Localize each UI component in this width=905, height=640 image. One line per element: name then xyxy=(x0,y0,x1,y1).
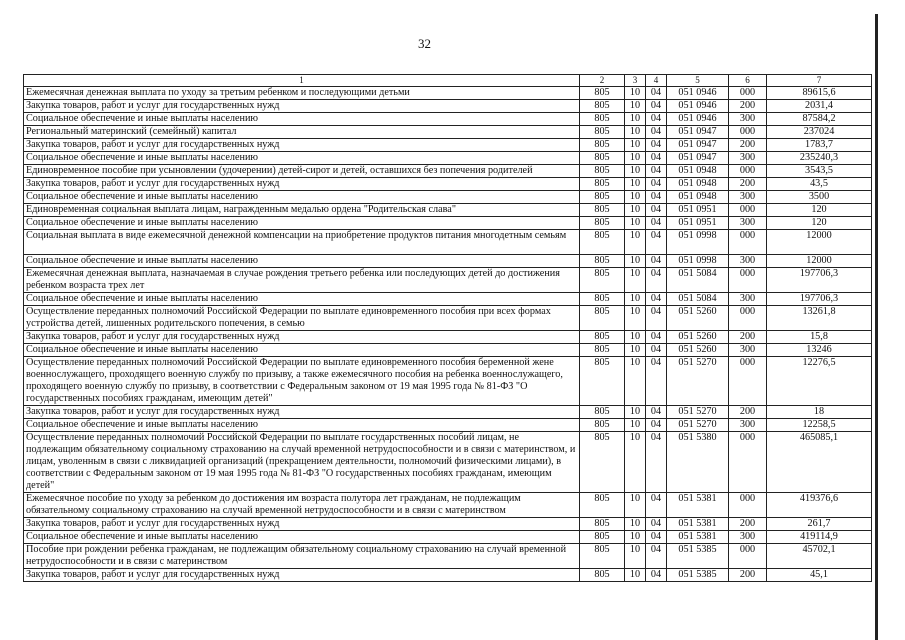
table-row xyxy=(24,139,872,152)
subsection-cell: 04 xyxy=(646,126,667,139)
section-cell: 10 xyxy=(625,255,646,268)
code-admin-cell: 805 xyxy=(580,406,625,419)
budget-table xyxy=(23,74,872,582)
target-article-cell: 051 5270 xyxy=(667,357,729,406)
row-name-cell: Закупка товаров, работ и услуг для государственных нужд xyxy=(24,139,580,152)
row-name-cell: Осуществление переданных полномочий Российской Федерации по выплате единовременного пособия беременной жене военнослужащего, проходящего военную службу по призыву, а также ежемесячного пособия на ребенка военнослужащего, проходящего военную службу по призыву, в соответствии с Федеральным законом от 19 мая 1995 года № 81-ФЗ "О государственных пособиях гражданам, имеющим детей" xyxy=(24,357,580,406)
amount-cell: 45,1 xyxy=(767,569,872,582)
table-row xyxy=(24,165,872,178)
code-admin-cell: 805 xyxy=(580,569,625,582)
target-article-cell: 051 5381 xyxy=(667,518,729,531)
section-cell: 10 xyxy=(625,357,646,406)
target-article-cell: 051 0946 xyxy=(667,100,729,113)
table-row xyxy=(24,152,872,165)
amount-cell: 12258,5 xyxy=(767,419,872,432)
row-name-cell: Социальное обеспечение и иные выплаты населению xyxy=(24,152,580,165)
row-name-cell: Закупка товаров, работ и услуг для государственных нужд xyxy=(24,100,580,113)
subsection-cell: 04 xyxy=(646,152,667,165)
subsection-cell: 04 xyxy=(646,230,667,255)
expense-type-cell: 000 xyxy=(729,306,767,331)
code-admin-cell: 805 xyxy=(580,178,625,191)
row-name-cell: Социальное обеспечение и иные выплаты населению xyxy=(24,531,580,544)
amount-cell: 120 xyxy=(767,217,872,230)
col-header-3: 3 xyxy=(625,75,646,87)
subsection-cell: 04 xyxy=(646,306,667,331)
table-row xyxy=(24,544,872,569)
row-name-cell: Единовременная социальная выплата лицам, награжденным медалью ордена "Родительская слава" xyxy=(24,204,580,217)
subsection-cell: 04 xyxy=(646,204,667,217)
col-header-4: 4 xyxy=(646,75,667,87)
code-admin-cell: 805 xyxy=(580,230,625,255)
subsection-cell: 04 xyxy=(646,268,667,293)
table-row xyxy=(24,419,872,432)
subsection-cell: 04 xyxy=(646,100,667,113)
expense-type-cell: 000 xyxy=(729,544,767,569)
table-row xyxy=(24,191,872,204)
section-cell: 10 xyxy=(625,165,646,178)
amount-cell: 3543,5 xyxy=(767,165,872,178)
amount-cell: 12276,5 xyxy=(767,357,872,406)
subsection-cell: 04 xyxy=(646,432,667,493)
subsection-cell: 04 xyxy=(646,493,667,518)
amount-cell: 120 xyxy=(767,204,872,217)
amount-cell: 419376,6 xyxy=(767,493,872,518)
expense-type-cell: 300 xyxy=(729,217,767,230)
target-article-cell: 051 0998 xyxy=(667,255,729,268)
table-body xyxy=(24,87,872,582)
amount-cell: 197706,3 xyxy=(767,293,872,306)
section-cell: 10 xyxy=(625,139,646,152)
expense-type-cell: 300 xyxy=(729,531,767,544)
table-row xyxy=(24,230,872,255)
subsection-cell: 04 xyxy=(646,87,667,100)
target-article-cell: 051 5385 xyxy=(667,544,729,569)
code-admin-cell: 805 xyxy=(580,255,625,268)
target-article-cell: 051 5385 xyxy=(667,569,729,582)
target-article-cell: 051 5270 xyxy=(667,406,729,419)
target-article-cell: 051 5381 xyxy=(667,531,729,544)
subsection-cell: 04 xyxy=(646,293,667,306)
table-row xyxy=(24,113,872,126)
expense-type-cell: 200 xyxy=(729,100,767,113)
target-article-cell: 051 5381 xyxy=(667,493,729,518)
table-row xyxy=(24,569,872,582)
section-cell: 10 xyxy=(625,531,646,544)
table-row xyxy=(24,406,872,419)
section-cell: 10 xyxy=(625,406,646,419)
col-header-5: 5 xyxy=(667,75,729,87)
row-name-cell: Закупка товаров, работ и услуг для государственных нужд xyxy=(24,331,580,344)
target-article-cell: 051 0951 xyxy=(667,204,729,217)
subsection-cell: 04 xyxy=(646,178,667,191)
section-cell: 10 xyxy=(625,432,646,493)
expense-type-cell: 000 xyxy=(729,432,767,493)
section-cell: 10 xyxy=(625,419,646,432)
page-number: 32 xyxy=(418,36,431,51)
table-row xyxy=(24,87,872,100)
row-name-cell: Социальное обеспечение и иные выплаты населению xyxy=(24,293,580,306)
row-name-cell: Социальное обеспечение и иные выплаты населению xyxy=(24,419,580,432)
row-name-cell: Закупка товаров, работ и услуг для государственных нужд xyxy=(24,178,580,191)
subsection-cell: 04 xyxy=(646,191,667,204)
margin-rule xyxy=(875,14,878,640)
table-row xyxy=(24,178,872,191)
subsection-cell: 04 xyxy=(646,255,667,268)
subsection-cell: 04 xyxy=(646,331,667,344)
expense-type-cell: 200 xyxy=(729,331,767,344)
section-cell: 10 xyxy=(625,152,646,165)
amount-cell: 1783,7 xyxy=(767,139,872,152)
row-name-cell: Социальное обеспечение и иные выплаты населению xyxy=(24,191,580,204)
table-row xyxy=(24,100,872,113)
code-admin-cell: 805 xyxy=(580,518,625,531)
code-admin-cell: 805 xyxy=(580,165,625,178)
amount-cell: 261,7 xyxy=(767,518,872,531)
amount-cell: 237024 xyxy=(767,126,872,139)
col-header-2: 2 xyxy=(580,75,625,87)
amount-cell: 12000 xyxy=(767,255,872,268)
amount-cell: 2031,4 xyxy=(767,100,872,113)
code-admin-cell: 805 xyxy=(580,217,625,230)
target-article-cell: 051 5084 xyxy=(667,293,729,306)
table-row xyxy=(24,217,872,230)
subsection-cell: 04 xyxy=(646,531,667,544)
row-name-cell: Осуществление переданных полномочий Российской Федерации по выплате единовременного пособия при всех формах устройства детей, лишенных родительского попечения, в семью xyxy=(24,306,580,331)
table-row xyxy=(24,518,872,531)
row-name-cell: Единовременное пособие при усыновлении (удочерении) детей-сирот и детей, оставшихся без попечения родителей xyxy=(24,165,580,178)
code-admin-cell: 805 xyxy=(580,419,625,432)
code-admin-cell: 805 xyxy=(580,357,625,406)
code-admin-cell: 805 xyxy=(580,204,625,217)
section-cell: 10 xyxy=(625,493,646,518)
subsection-cell: 04 xyxy=(646,165,667,178)
target-article-cell: 051 0948 xyxy=(667,178,729,191)
row-name-cell: Закупка товаров, работ и услуг для государственных нужд xyxy=(24,518,580,531)
amount-cell: 465085,1 xyxy=(767,432,872,493)
subsection-cell: 04 xyxy=(646,344,667,357)
subsection-cell: 04 xyxy=(646,569,667,582)
target-article-cell: 051 0948 xyxy=(667,191,729,204)
code-admin-cell: 805 xyxy=(580,306,625,331)
header-row xyxy=(24,75,872,87)
section-cell: 10 xyxy=(625,126,646,139)
table-row xyxy=(24,204,872,217)
subsection-cell: 04 xyxy=(646,357,667,406)
code-admin-cell: 805 xyxy=(580,152,625,165)
code-admin-cell: 805 xyxy=(580,331,625,344)
code-admin-cell: 805 xyxy=(580,113,625,126)
code-admin-cell: 805 xyxy=(580,432,625,493)
row-name-cell: Социальное обеспечение и иные выплаты населению xyxy=(24,255,580,268)
amount-cell: 45702,1 xyxy=(767,544,872,569)
expense-type-cell: 300 xyxy=(729,113,767,126)
section-cell: 10 xyxy=(625,217,646,230)
row-name-cell: Закупка товаров, работ и услуг для государственных нужд xyxy=(24,569,580,582)
target-article-cell: 051 5260 xyxy=(667,344,729,357)
row-name-cell: Ежемесячная денежная выплата по уходу за третьим ребенком и последующими детьми xyxy=(24,87,580,100)
expense-type-cell: 200 xyxy=(729,139,767,152)
code-admin-cell: 805 xyxy=(580,126,625,139)
target-article-cell: 051 0947 xyxy=(667,126,729,139)
table-row xyxy=(24,344,872,357)
code-admin-cell: 805 xyxy=(580,293,625,306)
row-name-cell: Социальная выплата в виде ежемесячной денежной компенсации на приобретение продуктов питания многодетным семьям xyxy=(24,230,580,255)
row-name-cell: Социальное обеспечение и иные выплаты населению xyxy=(24,217,580,230)
row-name-cell: Ежемесячное пособие по уходу за ребенком до достижения им возраста полутора лет гражданам, не подлежащим обязательному социальному страхованию на случай временной нетрудоспособности и в связи с материнством xyxy=(24,493,580,518)
amount-cell: 43,5 xyxy=(767,178,872,191)
target-article-cell: 051 0951 xyxy=(667,217,729,230)
expense-type-cell: 300 xyxy=(729,344,767,357)
amount-cell: 87584,2 xyxy=(767,113,872,126)
table-row xyxy=(24,306,872,331)
expense-type-cell: 200 xyxy=(729,518,767,531)
section-cell: 10 xyxy=(625,178,646,191)
table-row xyxy=(24,357,872,406)
section-cell: 10 xyxy=(625,544,646,569)
table-row xyxy=(24,268,872,293)
col-header-6: 6 xyxy=(729,75,767,87)
expense-type-cell: 000 xyxy=(729,204,767,217)
section-cell: 10 xyxy=(625,306,646,331)
table-row xyxy=(24,293,872,306)
row-name-cell: Ежемесячная денежная выплата, назначаемая в случае рождения третьего ребенка или последующих детей до достижения ребенком возраста трех лет xyxy=(24,268,580,293)
subsection-cell: 04 xyxy=(646,544,667,569)
amount-cell: 13261,8 xyxy=(767,306,872,331)
code-admin-cell: 805 xyxy=(580,544,625,569)
amount-cell: 13246 xyxy=(767,344,872,357)
col-header-1: 1 xyxy=(24,75,580,87)
subsection-cell: 04 xyxy=(646,139,667,152)
subsection-cell: 04 xyxy=(646,113,667,126)
amount-cell: 18 xyxy=(767,406,872,419)
target-article-cell: 051 5380 xyxy=(667,432,729,493)
subsection-cell: 04 xyxy=(646,518,667,531)
subsection-cell: 04 xyxy=(646,406,667,419)
amount-cell: 12000 xyxy=(767,230,872,255)
section-cell: 10 xyxy=(625,230,646,255)
row-name-cell: Пособие при рождении ребенка гражданам, не подлежащим обязательному социальному страхованию на случай временной нетрудоспособности и в связи с материнством xyxy=(24,544,580,569)
amount-cell: 235240,3 xyxy=(767,152,872,165)
table-row xyxy=(24,531,872,544)
subsection-cell: 04 xyxy=(646,217,667,230)
expense-type-cell: 000 xyxy=(729,493,767,518)
row-name-cell: Региональный материнский (семейный) капитал xyxy=(24,126,580,139)
row-name-cell: Закупка товаров, работ и услуг для государственных нужд xyxy=(24,406,580,419)
table-row xyxy=(24,493,872,518)
target-article-cell: 051 5084 xyxy=(667,268,729,293)
code-admin-cell: 805 xyxy=(580,531,625,544)
expense-type-cell: 000 xyxy=(729,126,767,139)
expense-type-cell: 200 xyxy=(729,178,767,191)
section-cell: 10 xyxy=(625,268,646,293)
row-name-cell: Социальное обеспечение и иные выплаты населению xyxy=(24,344,580,357)
expense-type-cell: 000 xyxy=(729,268,767,293)
table-row xyxy=(24,126,872,139)
section-cell: 10 xyxy=(625,191,646,204)
row-name-cell: Осуществление переданных полномочий Российской Федерации по выплате государственных пособий лицам, не подлежащим обязательному социальному страхованию на случай временной нетрудоспособности и в связи с материнством, и лицам, уволенным в связи с ликвидацией организаций (прекращением деятельности, полномочий физическими лицами), в соответствии с Федеральным законом от 19 мая 1995 года № 81-ФЗ "О государственных пособиях гражданам, имеющим детей" xyxy=(24,432,580,493)
section-cell: 10 xyxy=(625,87,646,100)
target-article-cell: 051 0948 xyxy=(667,165,729,178)
section-cell: 10 xyxy=(625,518,646,531)
expense-type-cell: 200 xyxy=(729,406,767,419)
table-row xyxy=(24,331,872,344)
expense-type-cell: 000 xyxy=(729,230,767,255)
expense-type-cell: 000 xyxy=(729,165,767,178)
code-admin-cell: 805 xyxy=(580,100,625,113)
expense-type-cell: 000 xyxy=(729,87,767,100)
expense-type-cell: 300 xyxy=(729,419,767,432)
expense-type-cell: 300 xyxy=(729,255,767,268)
section-cell: 10 xyxy=(625,344,646,357)
section-cell: 10 xyxy=(625,100,646,113)
expense-type-cell: 200 xyxy=(729,569,767,582)
code-admin-cell: 805 xyxy=(580,268,625,293)
expense-type-cell: 300 xyxy=(729,191,767,204)
target-article-cell: 051 0946 xyxy=(667,87,729,100)
target-article-cell: 051 0998 xyxy=(667,230,729,255)
code-admin-cell: 805 xyxy=(580,191,625,204)
expense-type-cell: 000 xyxy=(729,357,767,406)
amount-cell: 197706,3 xyxy=(767,268,872,293)
col-header-7: 7 xyxy=(767,75,872,87)
amount-cell: 15,8 xyxy=(767,331,872,344)
target-article-cell: 051 5260 xyxy=(667,306,729,331)
table-row xyxy=(24,255,872,268)
target-article-cell: 051 5270 xyxy=(667,419,729,432)
section-cell: 10 xyxy=(625,204,646,217)
code-admin-cell: 805 xyxy=(580,139,625,152)
target-article-cell: 051 5260 xyxy=(667,331,729,344)
row-name-cell: Социальное обеспечение и иные выплаты населению xyxy=(24,113,580,126)
target-article-cell: 051 0947 xyxy=(667,139,729,152)
amount-cell: 419114,9 xyxy=(767,531,872,544)
section-cell: 10 xyxy=(625,569,646,582)
target-article-cell: 051 0946 xyxy=(667,113,729,126)
table-row xyxy=(24,432,872,493)
section-cell: 10 xyxy=(625,293,646,306)
code-admin-cell: 805 xyxy=(580,493,625,518)
target-article-cell: 051 0947 xyxy=(667,152,729,165)
amount-cell: 3500 xyxy=(767,191,872,204)
code-admin-cell: 805 xyxy=(580,344,625,357)
expense-type-cell: 300 xyxy=(729,152,767,165)
code-admin-cell: 805 xyxy=(580,87,625,100)
section-cell: 10 xyxy=(625,331,646,344)
amount-cell: 89615,6 xyxy=(767,87,872,100)
section-cell: 10 xyxy=(625,113,646,126)
subsection-cell: 04 xyxy=(646,419,667,432)
expense-type-cell: 300 xyxy=(729,293,767,306)
